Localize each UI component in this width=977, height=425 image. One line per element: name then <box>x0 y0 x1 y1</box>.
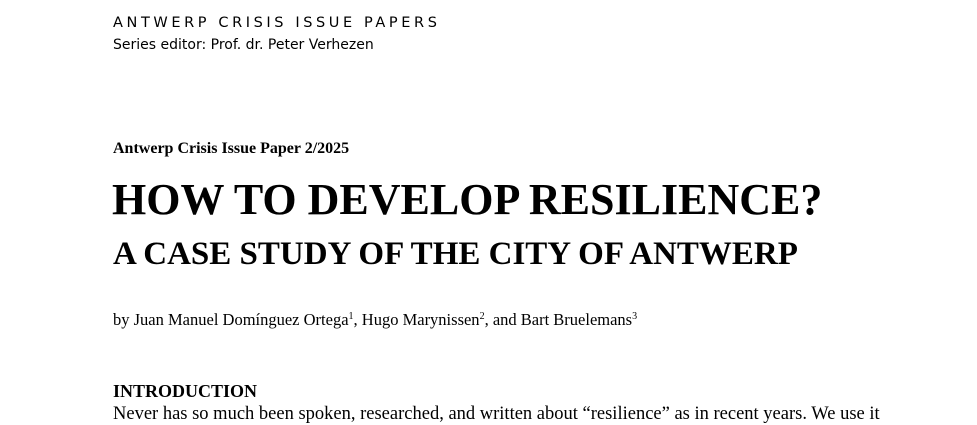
author-separator: , and <box>484 310 521 329</box>
paper-subtitle: A CASE STUDY OF THE CITY OF ANTWERP <box>113 236 798 272</box>
paper-number-label: Antwerp Crisis Issue Paper 2/2025 <box>113 140 350 157</box>
author-separator: , <box>353 310 362 329</box>
author-byline <box>113 310 637 330</box>
author-name: Hugo Marynissen <box>361 310 480 329</box>
footnote-marker: 3 <box>632 311 638 322</box>
paper-title: HOW TO DEVELOP RESILIENCE? <box>112 175 823 224</box>
byline-prefix: by <box>113 310 134 329</box>
author-name: Juan Manuel Domínguez Ortega <box>133 310 349 329</box>
section-heading-introduction: INTRODUCTION <box>113 381 258 401</box>
footnote-marker: 1 <box>348 311 354 322</box>
introduction-paragraph: Never has so much been spoken, researched, and written about “resilience” as in recent years. We use it <box>113 404 880 424</box>
footnote-marker: 2 <box>479 311 485 322</box>
series-editor: Series editor: Prof. dr. Peter Verhezen <box>113 37 374 53</box>
series-title: ANTWERP CRISIS ISSUE PAPERS <box>113 15 441 31</box>
author-name: Bart Bruelemans <box>520 310 633 329</box>
